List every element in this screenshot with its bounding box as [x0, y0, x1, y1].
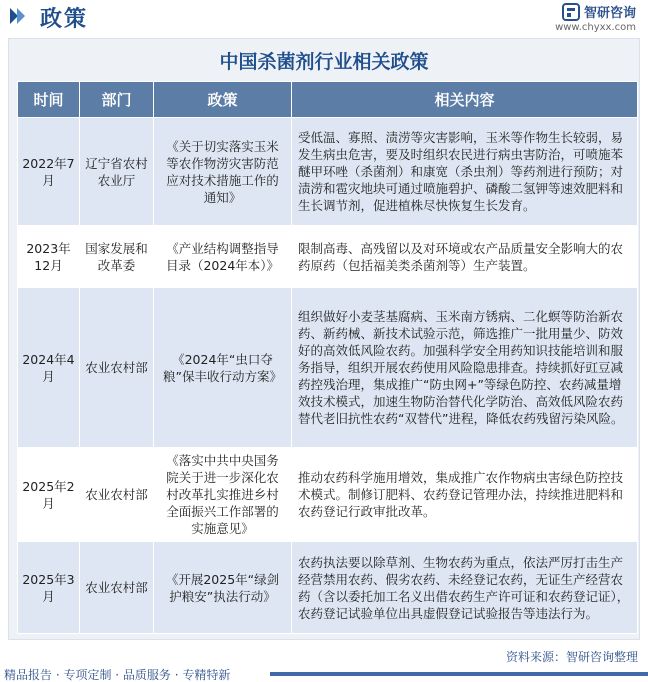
cell-time: 2024年4月 — [18, 288, 80, 448]
column-header-policy: 政策 — [154, 82, 292, 118]
table-row — [18, 542, 638, 634]
source-note: 资料来源：智研咨询整理 — [505, 650, 638, 664]
table-row — [18, 288, 638, 448]
double-arrow-icon — [8, 6, 28, 26]
column-header-content: 相关内容 — [292, 82, 638, 118]
cell-dept: 农业农村部 — [80, 542, 154, 634]
column-header-dept: 部门 — [80, 82, 154, 118]
cell-dept: 农业农村部 — [80, 448, 154, 542]
footer-stripe — [270, 672, 648, 676]
cell-dept: 农业农村部 — [80, 288, 154, 448]
policy-card — [8, 38, 640, 640]
logo-name: 智研咨询 — [583, 6, 636, 21]
cell-policy: 《开展2025年“绿剑护粮安”执法行动》 — [154, 542, 292, 634]
cell-dept: 国家发展和改革委 — [80, 226, 154, 288]
table-header-row — [18, 82, 638, 118]
cell-time: 2025年2月 — [18, 448, 80, 542]
cell-content: 限制高毒、高残留以及对环境或农产品质量安全影响大的农药原药（包括福美类杀菌剂等）生产装置。 — [292, 226, 638, 288]
cell-time: 2023年12月 — [18, 226, 80, 288]
card-title: 中国杀菌剂行业相关政策 — [219, 51, 429, 73]
cell-time: 2022年7月 — [18, 118, 80, 226]
footer-bar — [0, 666, 648, 682]
cell-dept: 辽宁省农村农业厅 — [80, 118, 154, 226]
logo-mark-icon — [562, 3, 580, 21]
page-header — [0, 0, 648, 36]
section-title: 政策 — [40, 7, 89, 32]
cell-time: 2025年3月 — [18, 542, 80, 634]
table-row — [18, 448, 638, 542]
column-header-time: 时间 — [18, 82, 80, 118]
cell-policy: 《产业结构调整指导目录（2024年本）》 — [154, 226, 292, 288]
brand-logo — [562, 2, 636, 21]
table-row — [18, 226, 638, 288]
cell-policy: 《2024年“虫口夺粮”保丰收行动方案》 — [154, 288, 292, 448]
policy-table — [17, 81, 638, 634]
table-row — [18, 118, 638, 226]
cell-policy: 《落实中共中央国务院关于进一步深化农村改革扎实推进乡村全面振兴工作部署的实施意见》 — [154, 448, 292, 542]
footer-slogan: 精品报告 · 专项定制 · 品质服务 · 专精特新 — [4, 668, 231, 682]
cell-content: 农药执法要以除草剂、生物农药为重点，依法严厉打击生产经营禁用农药、假劣农药、未经登记农药，无证生产经营农药（含以委托加工名义出借农药生产许可证和农药登记证），农药登记试验单位出具虚假登记试验报告等违法行为。 — [292, 542, 638, 634]
cell-content: 组织做好小麦茎基腐病、玉米南方锈病、二化螟等防治新农药、新药械、新技术试验示范，筛选推广一批用量少、防效好的高效低风险农药。加强科学安全用药知识技能培训和服务指导，组织开展农药使用风险隐患排查。持续抓好豇豆减药控残治理，集成推广“防虫网+”等绿色防控、农药减量增效技术模式，加速生物防治替代化学防治、高效低风险农药替代老旧抗性农药“双替代”进程，降低农药残留污染风险。 — [292, 288, 638, 448]
logo-url: www.chyxx.com — [555, 22, 636, 33]
cell-content: 推动农药科学施用增效，集成推广农作物病虫害绿色防控技术模式。制修订肥料、农药登记管理办法，持续推进肥料和农药登记行政审批改革。 — [292, 448, 638, 542]
cell-content: 受低温、寡照、渍涝等灾害影响，玉米等作物生长较弱，易发生病虫危害，要及时组织农民进行病虫害防治，可喷施苯醚甲环唑（杀菌剂）和康宽（杀虫剂）等药剂进行预防；对渍涝和雹灾地块可通过喷施碧护、磷酸二氢钾等速效肥料和生长调节剂，促进植株尽快恢复生长发育。 — [292, 118, 638, 226]
cell-policy: 《关于切实落实玉米等农作物涝灾害防范应对技术措施工作的通知》 — [154, 118, 292, 226]
